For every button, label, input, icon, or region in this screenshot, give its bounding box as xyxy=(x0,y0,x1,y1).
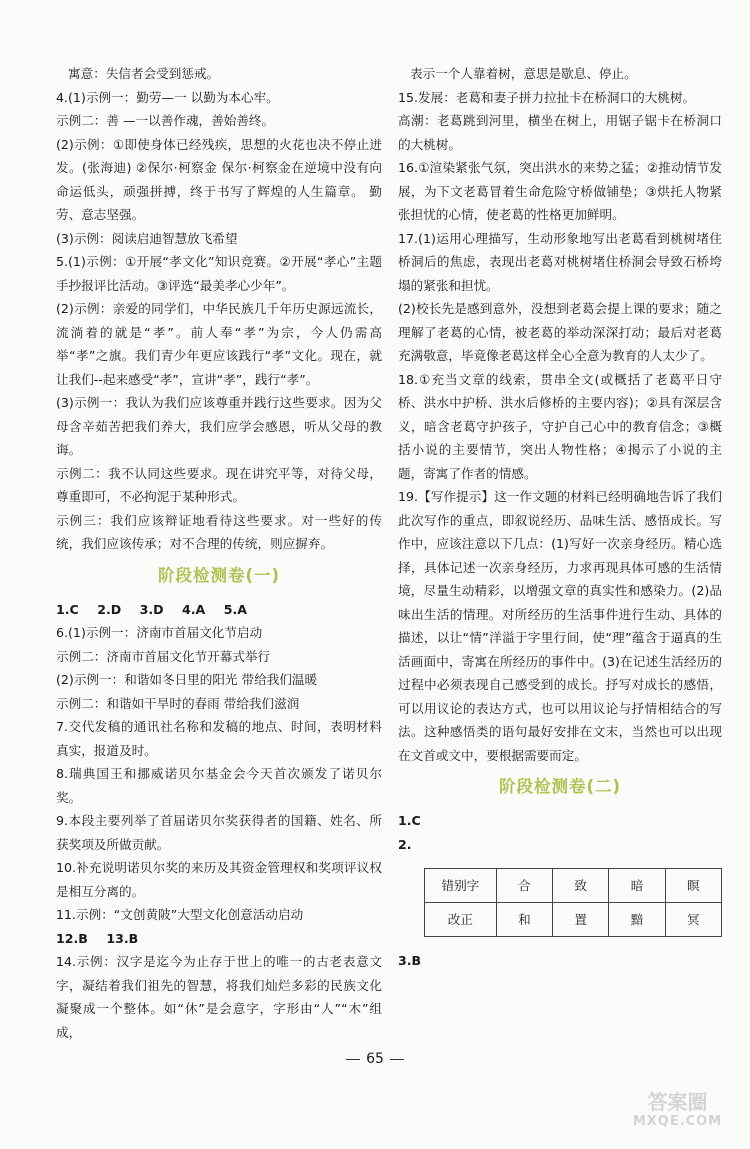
table-cell: 冥 xyxy=(665,903,721,937)
table-cell: 错别字 xyxy=(425,869,497,903)
mc-answer: 13.B xyxy=(106,930,139,946)
mc-answer: 1.C xyxy=(56,601,79,617)
section-title-2: 阶段检测卷(二) xyxy=(498,777,622,796)
section-title-1: 阶段检测卷(一) xyxy=(157,565,281,585)
q1-answer: 1.C xyxy=(398,813,421,828)
left-para-9: 示例三：我们应该辩证地看待这些要求。对一些好的传统，我们应该传承；对不合理的传统，则应摒弃。 xyxy=(56,512,382,551)
left-para-5: 5.(1)示例：①开展“孝文化”知识竞赛。②开展“孝心”主题手抄报评比活动。③评选“最美孝心少年”。 xyxy=(56,254,382,293)
left-para2-6: 9.本段主要列举了首届诺贝尔奖获得者的国籍、姓名、所获奖项及所做贡献。 xyxy=(56,813,382,852)
correction-table xyxy=(424,868,722,937)
left-para2-3: 示例二：和谐如干旱时的春雨 带给我们滋润 xyxy=(56,695,300,711)
table-row xyxy=(425,903,722,937)
right-para-2: 高潮：老葛跳到河里，横坐在树上，用锯子锯卡在桥洞口的大桃树。 xyxy=(398,113,722,152)
left-para-4: (3)示例：阅读启迪智慧放飞希望 xyxy=(56,230,238,246)
page-number-text: 65 xyxy=(366,1051,384,1067)
table-cell: 合 xyxy=(496,869,552,903)
table-cell: 瞑 xyxy=(665,869,721,903)
watermark-logo xyxy=(615,1090,740,1140)
left-para2-7: 10.补充说明诺贝尔奖的来历及其资金管理权和奖项评议权是相互分离的。 xyxy=(56,860,382,899)
table-cell: 致 xyxy=(553,869,609,903)
right-para-6: 18.①充当文章的线索，贯串全文(或概括了老葛平日守桥、洪水中护桥、洪水后修桥的主要内容)；②具有深层含义，暗含老葛守护孩子，守护自己心中的教育信念；③概括小说的主要情节，突出人物性格；④揭示了小说的主题，寄寓了作者的情感。 xyxy=(398,371,722,481)
page-dash xyxy=(390,1059,404,1060)
mc-answer: 4.A xyxy=(182,601,206,617)
watermark-line2: MXQE.COM xyxy=(632,1114,723,1129)
left-para-3: (2)示例：①即使身体已经残疾，思想的火花也决不停止迸发。(张海迪) ②保尔·柯察金 保尔·柯察金在逆境中没有向命运低头，顽强拼搏，终于书写了辉煌的人生篇章。 勤劳、意志坚强。 xyxy=(56,136,382,222)
q2-label: 2. xyxy=(398,836,412,852)
left-para2-0: 6.(1)示例一：济南市首届文化节启动 xyxy=(56,625,263,640)
mc-answer: 5.A xyxy=(223,601,247,617)
mc-answer: 12.B xyxy=(56,930,88,946)
mc-answer: 2.D xyxy=(97,601,122,617)
left-para-1: 4.(1)示例一：勤劳—一 以勤为本心牢。 xyxy=(56,89,279,105)
right-para-1: 15.发展：老葛和妻子拼力拉扯卡在桥洞口的大桃树。 xyxy=(398,89,696,105)
right-para-4: 17.(1)运用心理描写，生动形象地写出老葛看到桃树堵住桥洞后的焦虑，表现出老葛对桃树堵住桥洞会导致石桥垮塌的紧张和担忧。 xyxy=(398,230,722,293)
right-para-3: 16.①渲染紧张气氛，突出洪水的来势之猛；②推动情节发展，为下文老葛冒着生命危险守桥做铺垫；③烘托人物紧张担忧的心情，使老葛的性格更加鲜明。 xyxy=(398,160,722,222)
mc-answers-2 xyxy=(56,927,382,951)
right-para-7: 19.【写作提示】这一作文题的材料已经明确地告诉了我们此次写作的重点，即叙说经历、品味生活、感悟成长。写作中，应该注意以下几点：(1)写好一次亲身经历。精心选择，具体记述一次亲身经历，力求再现具体可感的生活情境，尽量生动精彩，以增强文章的真实性和感染力。(2)品味出生活的情理。对所经历的生活事件进行生动、具体的描述，以让“情”洋溢于字里行间，使“理”蕴含于逼真的生活画面中，寄寓在所经历的事件中。(3)在记述生活经历的过程中必须表现自己感受到的成长。抒写对成长的感悟，可以用议论的表达方式，也可以用议论与抒情相结合的写法。这种感悟类的语句最好安排在文末，当然也可以出现在文首或文中，要根据需要而定。 xyxy=(398,489,722,763)
mc-answers-1 xyxy=(56,598,382,622)
left-para-8: 示例二：我不认同这些要求。现在讲究平等，对待父母，尊重即可，不必拘泥于某种形式。 xyxy=(56,465,382,504)
page-number xyxy=(330,1049,420,1069)
left-para-0: 寓意：失信者会受到惩戒。 xyxy=(68,66,220,81)
watermark-line1: 答案圈 xyxy=(647,1090,708,1114)
table-cell: 黯 xyxy=(609,903,665,937)
right-para-0: 表示一个人靠着树，意思是歇息、停止。 xyxy=(410,66,637,81)
left-para-2: 示例二：善 —一以善作魂，善始善终。 xyxy=(56,113,275,128)
left-para2-8: 11.示例：“文创黄陂”大型文化创意活动启动 xyxy=(56,907,304,922)
left-column xyxy=(56,62,382,1044)
q3-answer: 3.B xyxy=(398,953,422,968)
left-para-14: 14.示例：汉字是迄今为止存于世上的唯一的古老表意文字，凝结着我们祖先的智慧，将我们灿烂多彩的民族文化凝聚成一个整体。如“休”是会意字，字形由“人”“木”组成， xyxy=(56,954,382,1040)
right-column xyxy=(398,62,722,973)
left-para-7: (3)示例一：我认为我们应该尊重并践行这些要求。因为父母含辛茹苦把我们养大，我们应学会感恩，听从父母的教诲。 xyxy=(56,395,382,457)
table-row xyxy=(425,869,722,903)
right-para-5: (2)校长先是感到意外，没想到老葛会提上课的要求；随之理解了老葛的心情，被老葛的举动深深打动；最后对老葛充满敬意，毕竟像老葛这样全心全意为教育的人太少了。 xyxy=(398,301,722,363)
table-cell: 改正 xyxy=(425,903,497,937)
mc-answer: 3.D xyxy=(139,601,164,617)
table-cell: 置 xyxy=(553,903,609,937)
left-para2-2: (2)示例一：和谐如冬日里的阳光 带给我们温暖 xyxy=(56,672,318,687)
left-para2-5: 8.瑞典国王和挪威诺贝尔基金会今天首次颁发了诺贝尔奖。 xyxy=(56,766,382,805)
table-cell: 暗 xyxy=(609,869,665,903)
table-cell: 和 xyxy=(496,903,552,937)
left-para-6: (2)示例：亲爱的同学们，中华民族几千年历史源远流长，流淌着的就是“孝”。前人奉“孝”为宗，今人仍需高举“孝”之旗。我们青少年更应该践行“孝”文化。现在，就让我们--起来感受“孝”，宣讲“孝”，践行“孝”。 xyxy=(56,301,382,387)
left-para2-1: 示例二：济南市首届文化节开幕式举行 xyxy=(56,648,271,664)
page-dash xyxy=(346,1059,360,1060)
left-para2-4: 7.交代发稿的通讯社名称和发稿的地点、时间，表明材料真实，报道及时。 xyxy=(56,719,382,758)
